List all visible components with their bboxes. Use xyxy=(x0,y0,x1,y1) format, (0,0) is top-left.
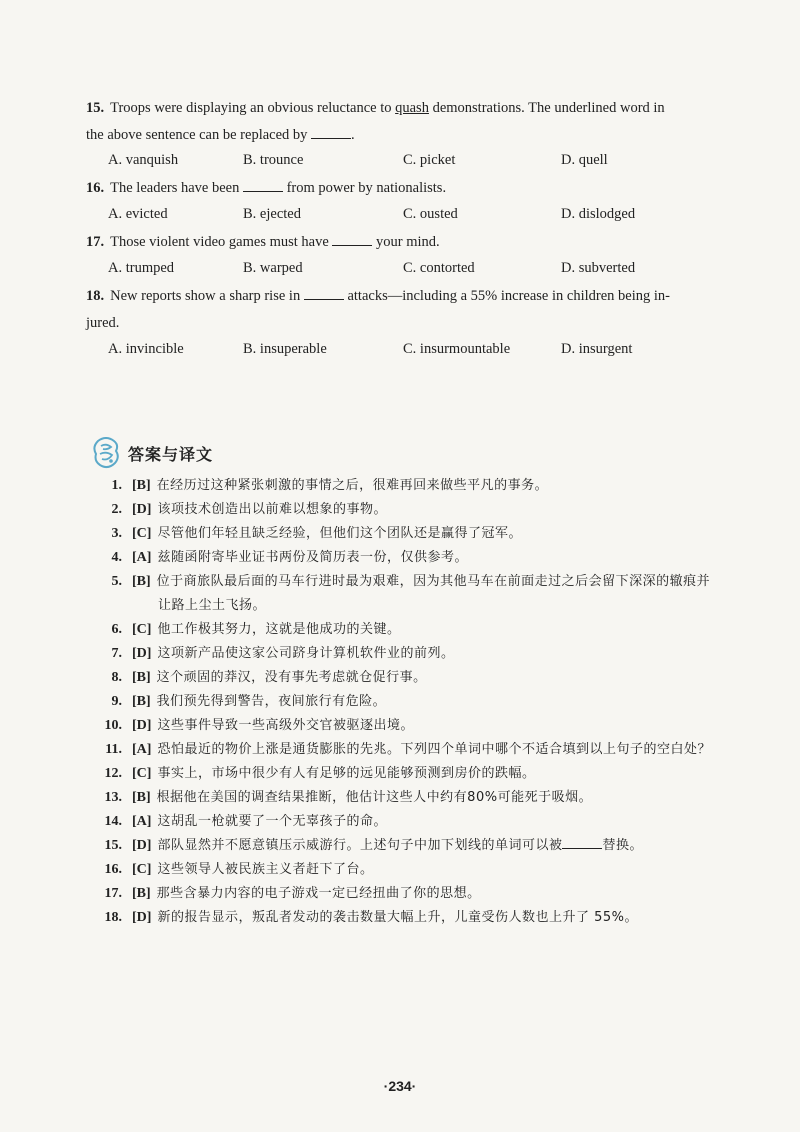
answer-translation: 他工作极其努力，这就是他成功的关键。 xyxy=(157,622,401,637)
answer-translation: 新的报告显示，叛乱者发动的袭击数量大幅上升，儿童受伤人数也上升了 55%。 xyxy=(157,910,638,925)
option-a: A. vanquish xyxy=(108,152,179,168)
option-b: B. insuperable xyxy=(243,341,327,357)
answer-translation: 这些领导人被民族主义者赶下了台。 xyxy=(157,862,374,877)
answer-item xyxy=(98,498,728,522)
answer-number: 14. xyxy=(104,814,122,829)
question-16 xyxy=(86,175,726,202)
answer-number: 8. xyxy=(111,670,122,685)
answer-item xyxy=(98,906,728,930)
page-number: ·234· xyxy=(383,1078,417,1094)
answers-section-header xyxy=(92,437,213,469)
question-text: Those violent video games must have xyxy=(110,234,333,250)
answer-translation: 这项新产品使这家公司跻身计算机软件业的前列。 xyxy=(157,646,455,661)
answer-key: [D] xyxy=(132,838,152,853)
question-text: New reports show a sharp rise in xyxy=(110,288,304,304)
option-a: A. invincible xyxy=(108,341,184,357)
answer-item xyxy=(98,858,728,882)
answer-blank xyxy=(562,834,602,849)
answer-translation: 我们预先得到警告，夜间旅行有危险。 xyxy=(156,694,387,709)
question-18 xyxy=(86,283,726,337)
answer-item xyxy=(98,570,728,594)
option-b: B. ejected xyxy=(243,206,301,222)
answer-number: 9. xyxy=(111,694,122,709)
answer-key: [C] xyxy=(132,862,152,877)
answer-item xyxy=(98,522,728,546)
answer-item xyxy=(98,834,728,858)
option-c: C. picket xyxy=(403,152,456,168)
option-d: D. subverted xyxy=(561,260,636,276)
answer-item xyxy=(98,474,728,498)
answer-number: 7. xyxy=(111,646,122,661)
answer-number: 13. xyxy=(104,790,122,805)
question-text: from power by nationalists. xyxy=(282,180,447,196)
answer-translation: 这些事件导致一些高级外交官被驱逐出境。 xyxy=(157,718,414,733)
underlined-word: quash xyxy=(395,100,429,116)
answer-key: [D] xyxy=(132,910,152,925)
option-b: B. trounce xyxy=(243,152,304,168)
option-a: A. evicted xyxy=(108,206,168,222)
answer-blank xyxy=(304,285,344,300)
option-d: D. quell xyxy=(561,152,608,168)
answer-key: [B] xyxy=(132,574,151,589)
option-d: D. dislodged xyxy=(561,206,636,222)
question-number: 16. xyxy=(86,180,105,196)
answer-number: 5. xyxy=(111,574,122,589)
answer-section-icon xyxy=(92,437,120,469)
answer-key: [A] xyxy=(132,550,152,565)
options-17 xyxy=(108,260,728,284)
answer-key: [B] xyxy=(132,886,151,901)
answer-key: [C] xyxy=(132,766,152,781)
answer-translation: 兹随函附寄毕业证书两份及简历表一份，仅供参考。 xyxy=(157,550,468,565)
answer-number: 17. xyxy=(104,886,122,901)
answer-key: [B] xyxy=(132,478,151,493)
question-number: 17. xyxy=(86,234,105,250)
answer-item xyxy=(98,690,728,714)
answer-item xyxy=(98,642,728,666)
question-text: demonstrations. The underlined word in xyxy=(428,100,665,116)
question-text: . xyxy=(351,127,355,143)
options-18 xyxy=(108,341,728,365)
answer-item xyxy=(98,738,728,762)
answer-blank xyxy=(311,124,351,139)
answer-translation: 该项技术创造出以前难以想象的事物。 xyxy=(157,502,387,517)
answer-number: 18. xyxy=(104,910,122,925)
answer-translation: 那些含暴力内容的电子游戏一定已经扭曲了你的思想。 xyxy=(156,886,481,901)
answer-item xyxy=(98,882,728,906)
answer-number: 10. xyxy=(104,718,122,733)
question-text: the above sentence can be replaced by xyxy=(86,127,312,143)
option-a: A. trumped xyxy=(108,260,175,276)
answer-key: [A] xyxy=(132,742,152,757)
option-d: D. insurgent xyxy=(561,341,633,357)
answer-key: [D] xyxy=(132,718,152,733)
answer-number: 1. xyxy=(111,478,122,493)
answer-number: 11. xyxy=(105,742,122,757)
answer-key: [C] xyxy=(132,526,152,541)
question-text: jured. xyxy=(86,315,120,331)
question-number: 18. xyxy=(86,288,105,304)
answer-translation: 替换。 xyxy=(602,838,643,853)
answer-item xyxy=(98,666,728,690)
answer-blank xyxy=(332,231,372,246)
answer-key: [B] xyxy=(132,790,151,805)
answer-continuation xyxy=(98,594,728,618)
answer-number: 4. xyxy=(111,550,122,565)
answer-item xyxy=(98,714,728,738)
options-15 xyxy=(108,152,728,176)
answer-number: 3. xyxy=(111,526,122,541)
answer-translation: 恐怕最近的物价上涨是通货膨胀的先兆。下列四个单词中哪个不适合填到以上句子的空白处？ xyxy=(157,742,711,757)
answer-number: 2. xyxy=(111,502,122,517)
question-text: attacks—including a 55% increase in children being in- xyxy=(343,288,670,304)
option-c: C. ousted xyxy=(403,206,458,222)
question-text: The leaders have been xyxy=(110,180,243,196)
answer-item xyxy=(98,810,728,834)
answer-key: [D] xyxy=(132,646,152,661)
answer-number: 15. xyxy=(104,838,122,853)
answer-key: [A] xyxy=(132,814,152,829)
answer-key: [B] xyxy=(132,670,151,685)
question-number: 15. xyxy=(86,100,105,116)
answer-item xyxy=(98,618,728,642)
question-text: your mind. xyxy=(372,234,440,250)
answer-item xyxy=(98,762,728,786)
answer-blank xyxy=(243,177,283,192)
answer-number: 16. xyxy=(104,862,122,877)
answer-item xyxy=(98,546,728,570)
options-16 xyxy=(108,206,728,230)
answer-translation: 让路上尘土飞扬。 xyxy=(158,598,267,613)
answer-number: 12. xyxy=(104,766,122,781)
question-15 xyxy=(86,95,726,149)
answer-list xyxy=(98,474,728,930)
option-c: C. insurmountable xyxy=(403,341,511,357)
answer-translation: 部队显然并不愿意镇压示威游行。上述句子中加下划线的单词可以被 xyxy=(157,838,563,853)
answer-number: 6. xyxy=(111,622,122,637)
answer-translation: 这胡乱一枪就要了一个无辜孩子的命。 xyxy=(157,814,387,829)
option-c: C. contorted xyxy=(403,260,475,276)
question-17 xyxy=(86,229,726,256)
answer-translation: 尽管他们年轻且缺乏经验，但他们这个团队还是赢得了冠军。 xyxy=(157,526,522,541)
answer-translation: 这个顽固的莽汉，没有事先考虑就仓促行事。 xyxy=(156,670,427,685)
answer-key: [C] xyxy=(132,622,152,637)
answer-translation: 根据他在美国的调查结果推断，他估计这些人中约有80%可能死于吸烟。 xyxy=(156,790,593,805)
answer-translation: 事实上，市场中很少有人有足够的远见能够预测到房价的跌幅。 xyxy=(157,766,536,781)
option-b: B. warped xyxy=(243,260,303,276)
answer-item xyxy=(98,786,728,810)
answer-translation: 位于商旅队最后面的马车行进时最为艰难，因为其他马车在前面走过之后会留下深深的辙痕并 xyxy=(156,574,711,589)
answer-key: [B] xyxy=(132,694,151,709)
answer-translation: 在经历过这种紧张刺激的事情之后，很难再回来做些平凡的事务。 xyxy=(156,478,549,493)
section-title: 答案与译文 xyxy=(128,444,214,464)
question-text: Troops were displaying an obvious reluctance to xyxy=(110,100,396,116)
answer-key: [D] xyxy=(132,502,152,517)
